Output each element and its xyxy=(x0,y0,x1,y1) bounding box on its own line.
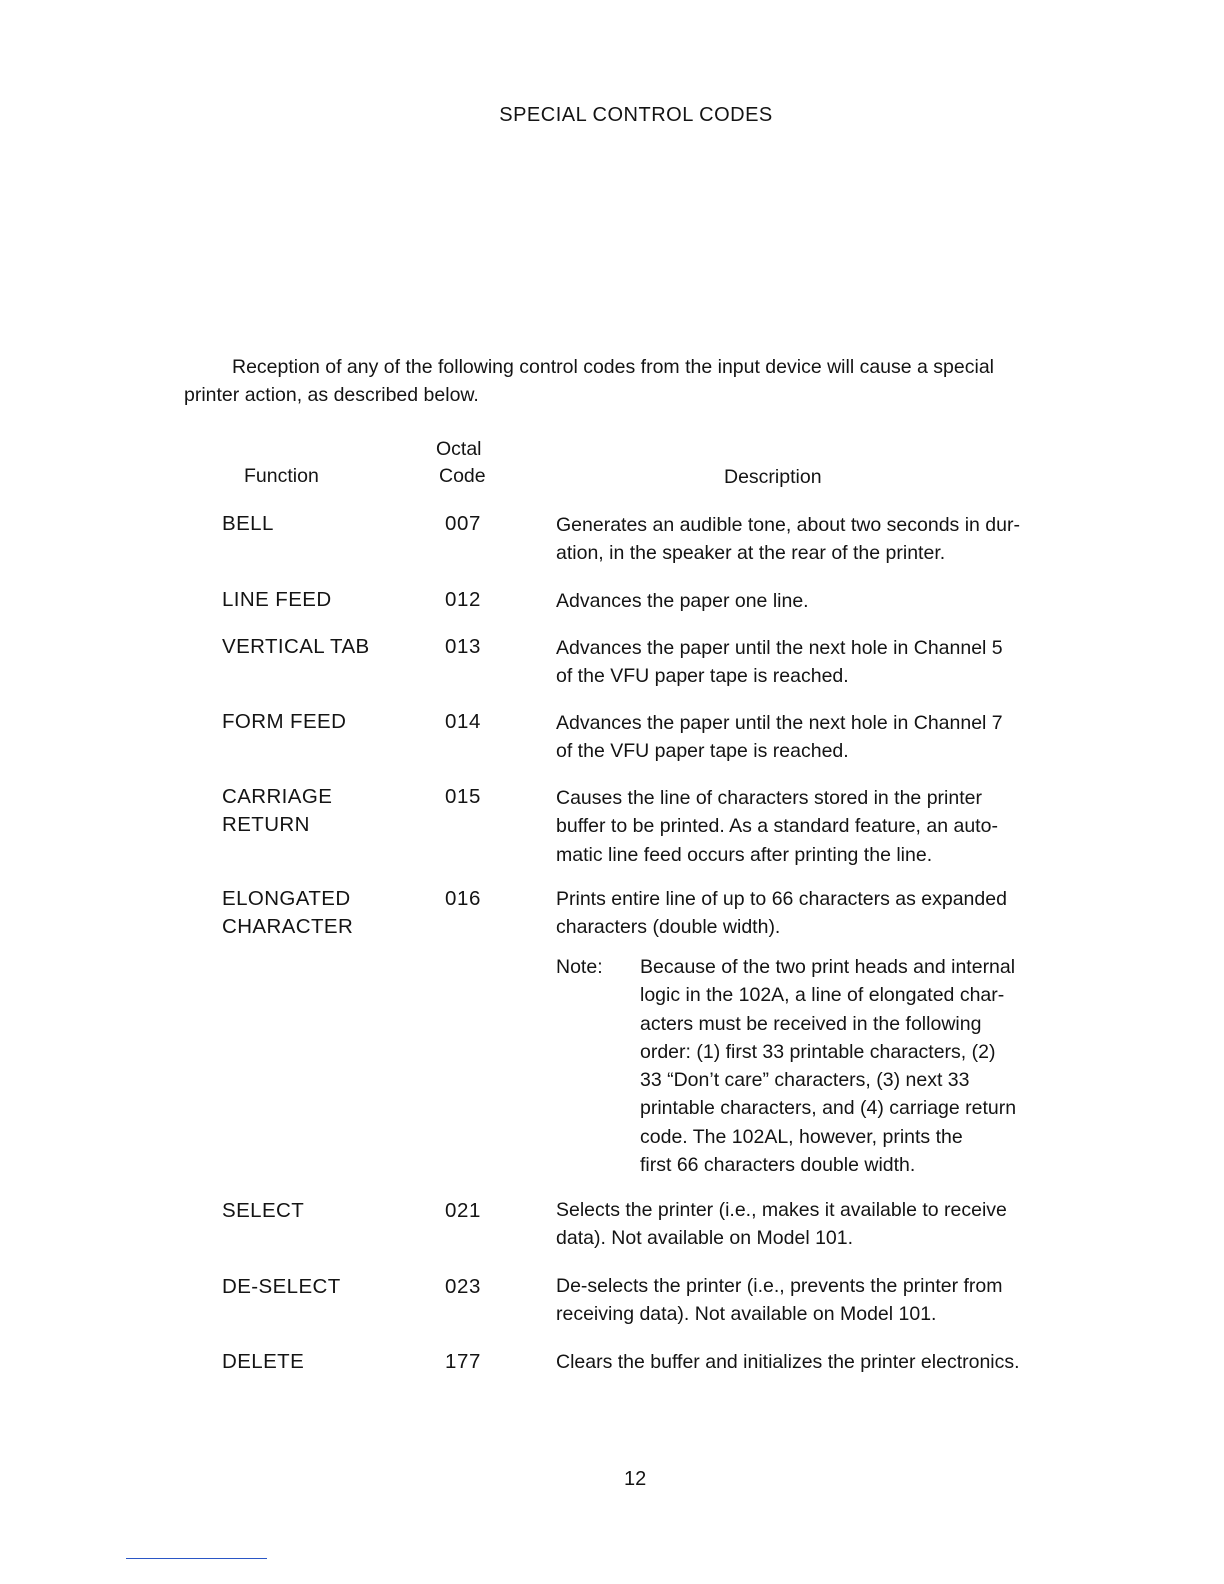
description-line: Advances the paper one line. xyxy=(556,590,809,612)
note-line: logic in the 102A, a line of elongated char- xyxy=(640,984,1005,1007)
intro-line: printer action, as described below. xyxy=(184,384,479,406)
description-line: matic line feed occurs after printing the line. xyxy=(556,843,933,866)
description-line: Generates an audible tone, about two seconds in dur- xyxy=(556,514,1020,536)
description-line: Causes the line of characters stored in the printer xyxy=(556,787,982,809)
function-name: FORM FEED xyxy=(222,710,347,733)
description-line: Selects the printer (i.e., makes it available to receive xyxy=(556,1199,1007,1221)
function-name-line: CARRIAGE xyxy=(222,785,333,808)
description-line: Advances the paper until the next hole in Channel 7 xyxy=(556,712,1003,734)
description xyxy=(556,709,1061,766)
column-header-description: Description xyxy=(724,466,822,488)
description xyxy=(556,784,1061,869)
description-line: Clears the buffer and initializes the printer electronics. xyxy=(556,1351,1020,1373)
octal-code: 013 xyxy=(445,635,482,658)
octal-code: 014 xyxy=(445,710,482,733)
function-name-line: RETURN xyxy=(222,813,310,836)
function-name: VERTICAL TAB xyxy=(222,635,370,658)
octal-code: 023 xyxy=(445,1275,482,1298)
function-name xyxy=(222,783,332,839)
description-line: of the VFU paper tape is reached. xyxy=(556,665,849,688)
column-header-code: Code xyxy=(439,465,486,487)
description-line: buffer to be printed. As a standard feature, an auto- xyxy=(556,815,998,838)
function-name: BELL xyxy=(222,512,274,535)
note-label: Note: xyxy=(556,956,603,978)
column-header-function: Function xyxy=(244,465,319,487)
octal-code: 012 xyxy=(445,588,482,611)
description-line: of the VFU paper tape is reached. xyxy=(556,740,849,763)
note-line: order: (1) first 33 printable characters, (2) xyxy=(640,1040,996,1063)
description-line: Advances the paper until the next hole in Channel 5 xyxy=(556,637,1003,659)
description xyxy=(556,511,1061,568)
octal-code: 015 xyxy=(445,785,482,808)
description xyxy=(556,1348,1061,1376)
function-name-line: CHARACTER xyxy=(222,915,354,938)
description xyxy=(556,634,1061,691)
function-name xyxy=(222,885,353,941)
description-line: characters (double width). xyxy=(556,916,781,939)
note-line: printable characters, and (4) carriage return xyxy=(640,1097,1017,1120)
note-line: Because of the two print heads and internal xyxy=(640,956,1016,978)
function-name-line: ELONGATED xyxy=(222,887,351,910)
octal-code: 021 xyxy=(445,1199,482,1222)
intro-line: Reception of any of the following control codes from the input device will cause a special xyxy=(232,356,995,378)
function-name: DELETE xyxy=(222,1350,305,1373)
page-number: 12 xyxy=(624,1468,647,1490)
note-line: 33 “Don’t care” characters, (3) next 33 xyxy=(640,1069,970,1092)
intro-paragraph xyxy=(184,353,1074,409)
octal-code: 016 xyxy=(445,887,482,910)
function-name: DE-SELECT xyxy=(222,1275,341,1298)
footer-rule xyxy=(126,1558,267,1559)
page-title: SPECIAL CONTROL CODES xyxy=(499,104,773,126)
function-name: LINE FEED xyxy=(222,588,332,611)
function-name: SELECT xyxy=(222,1199,305,1222)
description xyxy=(556,1196,1061,1253)
description xyxy=(556,885,1061,942)
description-line: receiving data). Not available on Model 101. xyxy=(556,1303,937,1326)
description-line: data). Not available on Model 101. xyxy=(556,1227,854,1250)
octal-code: 007 xyxy=(445,512,482,535)
note-line: code. The 102AL, however, prints the xyxy=(640,1125,963,1148)
column-header-octal: Octal xyxy=(436,438,482,460)
description-line: ation, in the speaker at the rear of the printer. xyxy=(556,542,946,565)
description-line: Prints entire line of up to 66 characters as expanded xyxy=(556,888,1007,910)
description xyxy=(556,1272,1061,1329)
note-line: acters must be received in the following xyxy=(640,1012,982,1035)
description xyxy=(556,587,1061,615)
note-line: first 66 characters double width. xyxy=(640,1154,916,1177)
note-text xyxy=(640,953,1060,1179)
octal-code: 177 xyxy=(445,1350,482,1373)
description-line: De-selects the printer (i.e., prevents the printer from xyxy=(556,1275,1003,1297)
